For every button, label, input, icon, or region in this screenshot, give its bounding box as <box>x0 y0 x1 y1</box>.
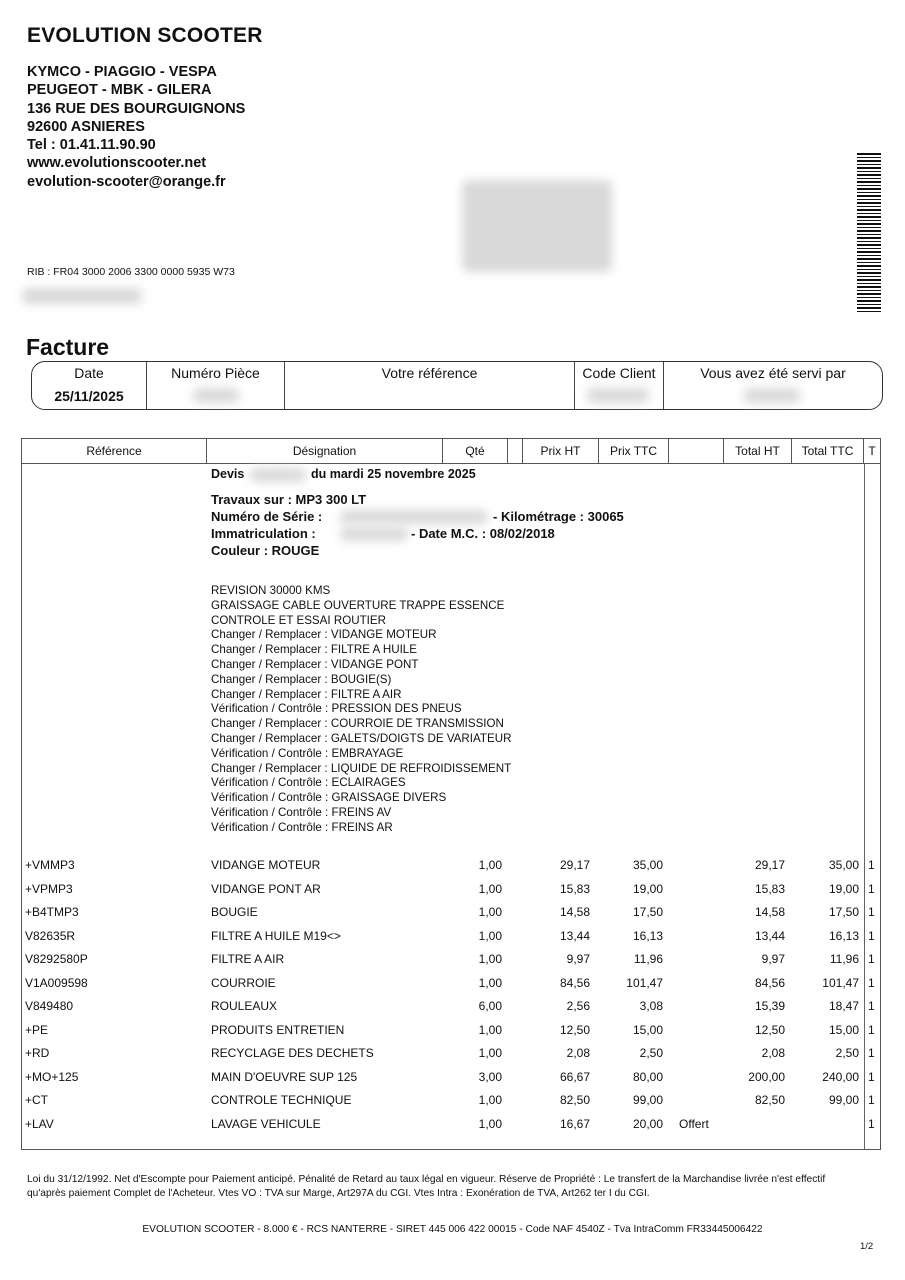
table-row <box>22 1070 880 1090</box>
cell-reference: V849480 <box>25 999 74 1013</box>
work-description-list <box>211 584 511 836</box>
cell-prix-ht: 12,50 <box>559 1022 590 1037</box>
servi-cell <box>664 362 882 409</box>
work-item: Changer / Remplacer : VIDANGE PONT <box>211 657 419 671</box>
cell-prix-ht: 2,08 <box>566 1046 590 1060</box>
cell-prix-ht: 9,97 <box>566 952 590 966</box>
serie-label: Numéro de Série : <box>211 509 323 524</box>
col-prix-ttc: Prix TTC <box>599 439 669 463</box>
work-item: Vérification / Contrôle : FREINS AV <box>211 805 392 819</box>
work-item: Vérification / Contrôle : FREINS AR <box>211 820 393 834</box>
cell-t: 1 <box>868 1022 875 1037</box>
cell-designation: COURROIE <box>211 975 276 990</box>
cell-total-ttc: 240,00 <box>822 1069 859 1084</box>
cell-total-ht: 13,44 <box>754 928 785 943</box>
address-city: 92600 ASNIERES <box>27 118 145 135</box>
cell-reference: +MO+125 <box>25 1069 79 1084</box>
work-item: Changer / Remplacer : VIDANGE MOTEUR <box>211 628 437 642</box>
cell-prix-ttc: 101,47 <box>626 975 663 990</box>
cell-t: 1 <box>868 952 875 966</box>
cell-qte: 1,00 <box>478 975 502 990</box>
cell-qte: 1,00 <box>478 1046 502 1060</box>
cell-qte: 1,00 <box>478 1093 502 1107</box>
redacted-client <box>587 388 649 403</box>
cell-t: 1 <box>868 999 875 1013</box>
barcode <box>857 153 881 313</box>
cell-total-ht: 15,39 <box>754 999 785 1013</box>
immat-label: Immatriculation : <box>211 526 316 541</box>
table-row <box>22 1093 880 1113</box>
couleur: Couleur : ROUGE <box>211 543 320 558</box>
company-details <box>27 63 245 191</box>
table-row <box>22 1046 880 1066</box>
cell-designation: PRODUITS ENTRETIEN <box>211 1022 345 1037</box>
cell-note: Offert <box>679 1116 709 1131</box>
redacted-devis-number <box>250 468 306 482</box>
cell-qte: 1,00 <box>478 952 502 966</box>
work-item: Vérification / Contrôle : ECLAIRAGES <box>211 776 406 790</box>
website: www.evolutionscooter.net <box>27 155 207 172</box>
reference-label: Votre référence <box>381 365 478 381</box>
table-row <box>22 1117 880 1137</box>
cell-prix-ht: 2,56 <box>566 999 590 1013</box>
cell-prix-ht: 14,58 <box>559 905 590 919</box>
cell-t: 1 <box>868 1116 875 1131</box>
cell-prix-ttc: 99,00 <box>632 1093 663 1107</box>
work-item: Vérification / Contrôle : EMBRAYAGE <box>211 746 404 760</box>
cell-prix-ht: 15,83 <box>559 881 590 896</box>
client-label: Code Client <box>582 365 656 381</box>
cell-t: 1 <box>868 881 875 896</box>
table-row <box>22 882 880 902</box>
cell-total-ttc: 17,50 <box>828 905 859 919</box>
col-designation: Désignation <box>207 439 443 463</box>
cell-reference: +RD <box>25 1046 50 1060</box>
work-item: Changer / Remplacer : COURROIE DE TRANSMISSION <box>211 717 504 731</box>
work-item: Changer / Remplacer : GALETS/DOIGTS DE VARIATEUR <box>211 731 512 745</box>
header-rule <box>22 463 880 464</box>
cell-designation: LAVAGE VEHICULE <box>211 1116 321 1131</box>
work-item: Changer / Remplacer : FILTRE A HUILE <box>211 643 417 657</box>
cell-total-ttc: 16,13 <box>828 928 859 943</box>
cell-qte: 1,00 <box>478 905 502 919</box>
cell-qte: 1,00 <box>478 928 502 943</box>
cell-total-ht: 200,00 <box>748 1069 785 1084</box>
cell-reference: V82635R <box>25 928 76 943</box>
piece-cell <box>147 362 285 409</box>
cell-designation: CONTROLE TECHNIQUE <box>211 1093 352 1107</box>
cell-prix-ht: 13,44 <box>559 928 590 943</box>
work-item: Changer / Remplacer : LIQUIDE DE REFROIDISSEMENT <box>211 761 512 775</box>
cell-total-ht: 82,50 <box>754 1093 785 1107</box>
page-number: 1/2 <box>860 1241 874 1252</box>
cell-prix-ht: 16,67 <box>559 1116 590 1131</box>
work-item: Changer / Remplacer : FILTRE A AIR <box>211 687 402 701</box>
cell-prix-ttc: 15,00 <box>632 1022 663 1037</box>
piece-label: Numéro Pièce <box>171 365 260 381</box>
table-row <box>22 1023 880 1043</box>
cell-total-ht: 29,17 <box>754 858 785 872</box>
cell-total-ttc: 99,00 <box>828 1093 859 1107</box>
cell-qte: 3,00 <box>478 1069 502 1084</box>
cell-total-ht: 9,97 <box>761 952 785 966</box>
reference-cell <box>285 362 575 409</box>
cell-total-ttc: 15,00 <box>828 1022 859 1037</box>
date-label: Date <box>74 365 104 381</box>
cell-prix-ttc: 17,50 <box>632 905 663 919</box>
work-item: Changer / Remplacer : BOUGIE(S) <box>211 672 392 686</box>
col-total-ht: Total HT <box>724 439 792 463</box>
redacted-immat <box>340 527 408 541</box>
cell-qte: 1,00 <box>478 1022 502 1037</box>
cell-total-ttc: 2,50 <box>835 1046 859 1060</box>
company-footer: EVOLUTION SCOOTER - 8.000 € - RCS NANTERRE - SIRET 445 006 422 00015 - Code NAF 4540Z - Tva IntraComm FR33445006422 <box>142 1224 763 1235</box>
cell-prix-ht: 29,17 <box>559 858 590 872</box>
date-value: 25/11/2025 <box>54 388 124 404</box>
work-item: GRAISSAGE CABLE OUVERTURE TRAPPE ESSENCE <box>211 598 505 612</box>
cell-prix-ht: 66,67 <box>559 1069 590 1084</box>
cell-reference: +VPMP3 <box>25 881 73 896</box>
col-total-ttc: Total TTC <box>792 439 864 463</box>
cell-total-ttc: 101,47 <box>822 975 859 990</box>
table-row <box>22 999 880 1019</box>
col-qte: Qté <box>443 439 508 463</box>
brands-line-1: KYMCO - PIAGGIO - VESPA <box>27 64 217 80</box>
col-reference: Référence <box>22 439 207 463</box>
cell-reference: +B4TMP3 <box>25 905 79 919</box>
date-mc: - Date M.C. : 08/02/2018 <box>411 526 555 541</box>
legal-notice <box>27 1173 887 1200</box>
cell-total-ht: 84,56 <box>754 975 785 990</box>
cell-prix-ht: 82,50 <box>559 1093 590 1107</box>
devis-prefix: Devis <box>211 467 245 481</box>
travaux-line: Travaux sur : MP3 300 LT <box>211 492 367 507</box>
col-note <box>669 439 724 463</box>
cell-total-ht: 14,58 <box>754 905 785 919</box>
cell-prix-ttc: 3,08 <box>639 999 663 1013</box>
legal-line-1: Loi du 31/12/1992. Net d'Escompte pour Paiement anticipé. Pénalité de Retard au taux légal en vigueur. Réserve de Propriété : Le transfert de la Marchandise livrée n'est effectif <box>27 1174 826 1185</box>
cell-total-ht: 15,83 <box>754 881 785 896</box>
phone: Tel : 01.41.11.90.90 <box>27 137 156 154</box>
table-row <box>22 929 880 949</box>
cell-qte: 1,00 <box>478 1116 502 1131</box>
work-item: CONTROLE ET ESSAI ROUTIER <box>211 613 387 627</box>
cell-prix-ttc: 20,00 <box>632 1116 663 1131</box>
col-t: T <box>868 444 876 458</box>
cell-prix-ttc: 2,50 <box>639 1046 663 1060</box>
email: evolution-scooter@orange.fr <box>27 173 226 190</box>
cell-t: 1 <box>868 1069 875 1084</box>
cell-prix-ttc: 16,13 <box>632 928 663 943</box>
cell-total-ttc: 19,00 <box>828 881 859 896</box>
cell-total-ttc: 18,47 <box>828 999 859 1013</box>
cell-t: 1 <box>868 975 875 990</box>
cell-t: 1 <box>868 905 875 919</box>
redacted-piece <box>193 388 239 403</box>
cell-designation: RECYCLAGE DES DECHETS <box>211 1046 374 1060</box>
cell-reference: +CT <box>25 1093 49 1107</box>
cell-qte: 6,00 <box>478 999 502 1013</box>
cell-qte: 1,00 <box>478 858 502 872</box>
cell-prix-ttc: 35,00 <box>632 858 663 872</box>
redacted-servi <box>744 388 800 403</box>
col-spacer <box>508 439 523 463</box>
brands-line-2: PEUGEOT - MBK - GILERA <box>27 82 212 99</box>
cell-reference: V8292580P <box>25 952 88 966</box>
work-item: Vérification / Contrôle : GRAISSAGE DIVERS <box>211 791 447 805</box>
table-row <box>22 905 880 925</box>
cell-total-ttc: 35,00 <box>828 858 859 872</box>
cell-designation: VIDANGE PONT AR <box>211 881 321 896</box>
cell-designation: BOUGIE <box>211 905 258 919</box>
cell-designation: FILTRE A AIR <box>211 952 285 966</box>
work-item: Vérification / Contrôle : PRESSION DES PNEUS <box>211 702 462 716</box>
cell-reference: +LAV <box>25 1116 54 1131</box>
cell-prix-ht: 84,56 <box>559 975 590 990</box>
cell-total-ht: 12,50 <box>754 1022 785 1037</box>
cell-designation: VIDANGE MOTEUR <box>211 858 321 872</box>
cell-prix-ttc: 19,00 <box>632 881 663 896</box>
invoice-table <box>21 438 881 1150</box>
address-street: 136 RUE DES BOURGUIGNONS <box>27 100 246 117</box>
table-row <box>22 858 880 878</box>
cell-t: 1 <box>868 1093 875 1107</box>
legal-line-2: qu'après paiement Complet de l'Acheteur. Vtes VO : TVA sur Marge, Art297A du CGI. Vtes Intra : Exonération de TVA, Art262 ter I du CGI. <box>27 1187 650 1199</box>
cell-designation: FILTRE A HUILE M19<> <box>211 928 341 943</box>
redacted-address <box>462 180 612 272</box>
cell-reference: +VMMP3 <box>25 858 75 872</box>
client-cell <box>575 362 664 409</box>
redacted-serie <box>340 510 488 524</box>
table-row <box>22 952 880 972</box>
kilometrage: - Kilométrage : 30065 <box>493 509 624 524</box>
cell-prix-ttc: 11,96 <box>633 952 663 966</box>
servi-label: Vous avez été servi par <box>700 365 846 381</box>
cell-reference: V1A009598 <box>25 975 88 990</box>
date-cell <box>32 362 147 409</box>
cell-t: 1 <box>868 1046 875 1060</box>
devis-date: du mardi 25 novembre 2025 <box>311 467 476 481</box>
document-title: Facture <box>26 334 110 360</box>
cell-t: 1 <box>868 928 875 943</box>
cell-prix-ttc: 80,00 <box>632 1069 663 1084</box>
work-item: REVISION 30000 KMS <box>211 584 331 597</box>
cell-t: 1 <box>868 858 875 872</box>
cell-designation: MAIN D'OEUVRE SUP 125 <box>211 1069 358 1084</box>
cell-reference: +PE <box>25 1022 49 1037</box>
redacted-info <box>22 288 142 304</box>
cell-total-ht: 2,08 <box>761 1046 785 1060</box>
cell-total-ttc: 11,96 <box>829 952 859 966</box>
cell-qte: 1,00 <box>478 881 502 896</box>
rib: RIB : FR04 3000 2006 3300 0000 5935 W73 <box>27 266 235 278</box>
invoice-header-box <box>31 361 883 410</box>
company-name: EVOLUTION SCOOTER <box>27 24 263 47</box>
table-row <box>22 976 880 996</box>
col-prix-ht: Prix HT <box>523 439 599 463</box>
cell-designation: ROULEAUX <box>211 999 278 1013</box>
